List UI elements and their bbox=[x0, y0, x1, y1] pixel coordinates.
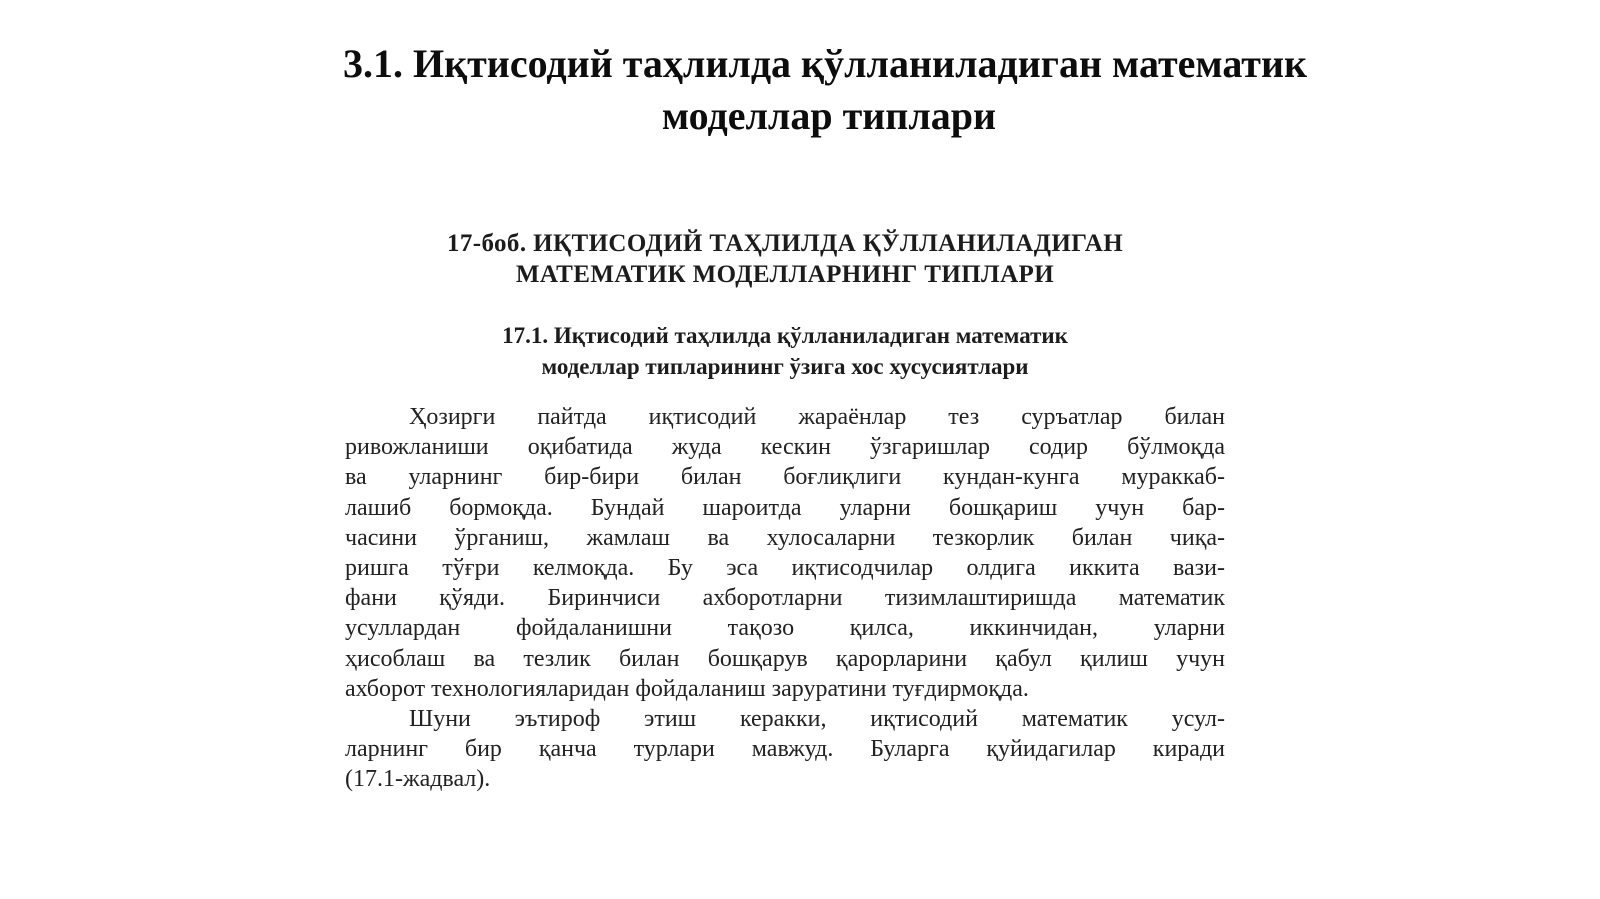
body-line: лашиб бормоқда. Бундай шароитда уларни бошқариш учун бар- bbox=[345, 494, 1225, 521]
slide-title-line-1: 3.1. Иқтисодий таҳлилда қўлланиладиган математик bbox=[342, 41, 1308, 86]
slide-title bbox=[200, 38, 1450, 142]
slide-title-line-2: моделлар типлари bbox=[661, 93, 997, 138]
body-text bbox=[345, 402, 1225, 795]
body-line: Ҳозирги пайтда иқтисодий жараёнлар тез суръатлар билан bbox=[409, 404, 1225, 430]
chapter-heading-line-2: МАТЕМАТИК МОДЕЛЛАРНИНГ ТИПЛАРИ bbox=[515, 261, 1055, 288]
body-line: (17.1-жадвал). bbox=[345, 766, 491, 793]
body-line: фани қўяди. Биринчиси ахборотларни тизимлаштиришда математик bbox=[345, 585, 1225, 612]
scanned-book-page bbox=[345, 228, 1225, 808]
chapter-heading-line-1: 17-боб. ИҚТИСОДИЙ ТАҲЛИЛДА ҚЎЛЛАНИЛАДИГАН bbox=[446, 230, 1124, 257]
body-line: ришга тўғри келмоқда. Бу эса иқтисодчилар олдига иккита вази- bbox=[345, 555, 1225, 582]
section-heading bbox=[345, 320, 1225, 382]
chapter-heading bbox=[345, 228, 1225, 290]
body-line: ахборот технологияларидан фойдаланиш заруратини туғдирмоқда. bbox=[345, 675, 1029, 702]
body-line: ҳисоблаш ва тезлик билан бошқарув қарорларини қабул қилиш учун bbox=[345, 645, 1225, 672]
body-line: усуллардан фойдаланишни тақозо қилса, иккинчидан, уларни bbox=[345, 615, 1225, 642]
section-heading-line-1: 17.1. Иқтисодий таҳлилда қўлланиладиган математик bbox=[502, 323, 1068, 348]
body-line: часини ўрганиш, жамлаш ва хулосаларни тезкорлик билан чиқа- bbox=[345, 524, 1225, 551]
section-heading-line-2: моделлар типларининг ўзига хос хусусиятлари bbox=[541, 354, 1029, 379]
body-line: Шуни эътироф этиш керакки, иқтисодий математик усул- bbox=[409, 706, 1225, 733]
body-line: ва уларнинг бир-бири билан боғлиқлиги кундан-кунга мураккаб- bbox=[345, 464, 1225, 491]
body-line: ривожланиши оқибатида жуда кескин ўзгаришлар содир бўлмоқда bbox=[345, 434, 1225, 461]
body-line: ларнинг бир қанча турлари мавжуд. Буларга қуйидагилар киради bbox=[345, 736, 1225, 763]
